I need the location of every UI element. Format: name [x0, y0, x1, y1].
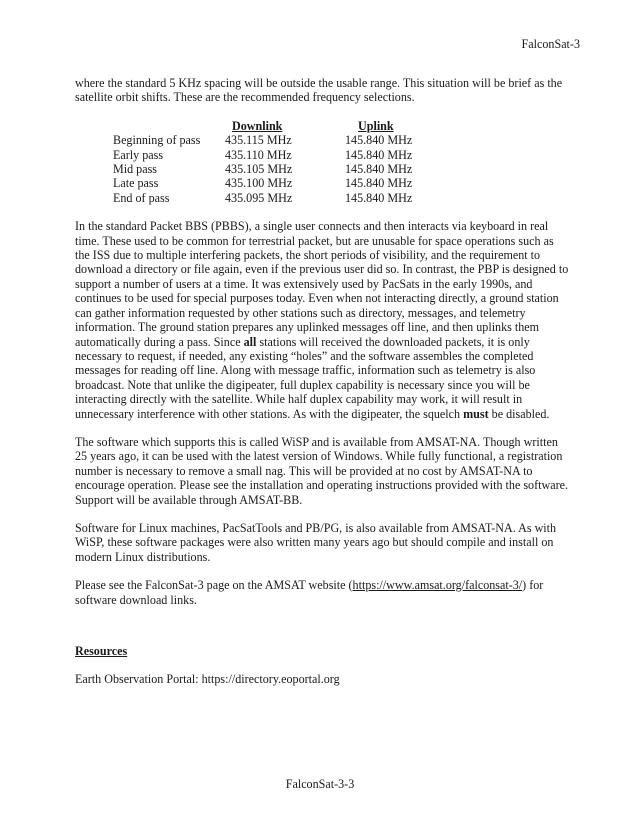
pass-label: Mid pass: [113, 162, 158, 177]
downlink-value: 435.110 MHz: [225, 147, 292, 162]
page-footer: FalconSat-3-3: [285, 777, 355, 791]
pbbs-bold-must: must: [463, 406, 489, 421]
document-body: [75, 76, 570, 701]
table-row: [113, 162, 458, 176]
website-text-before: Please see the FalconSat-3 page on the AMSAT website (: [75, 578, 353, 593]
frequency-table: [113, 119, 458, 205]
uplink-value: 145.840 MHz: [345, 133, 413, 148]
downlink-header: Downlink: [232, 118, 283, 133]
downlink-value: 435.100 MHz: [225, 176, 293, 191]
downlink-value: 435.095 MHz: [225, 190, 293, 205]
resources-heading: Resources: [75, 644, 128, 658]
pbbs-text-part-2: stations will received the downloaded packets, it is only necessary to request, if needed, any existing “holes” and the software assembles the completed messages for reading off line. Along with message traffic, information such as telemetry is also broadcast. Note that unlike the digipeater, full duplex capability is necessary since you will be interacting directly with the satellite. While half duplex capability may work, it will result in unnecessary interference with other stations. As with the digipeater, the squelch: [75, 334, 536, 421]
uplink-value: 145.840 MHz: [345, 176, 413, 191]
pbbs-text-part-1: In the standard Packet BBS (PBBS), a single user connects and then interacts via keyboard in real time. These used to be common for terrestrial packet, but are unusable for space operations such as the ISS due to multiple interfering packets, the short periods of visibility, and the requirement to download a directory or file again, even if the previous user did so. In contrast, the PBP is designed to support a number of users at a time. It was extensively used by PacSats in the early 1990s, and continues to be used for special purposes today. Even when not interacting directly, a ground station can gather information requested by other stations such as directory, messages, and telemetry information. The ground station prepares any uplinked messages off line, and then uplinks them automatically during a pass. Since: [75, 219, 569, 349]
uplink-value: 145.840 MHz: [345, 190, 413, 205]
frequency-table-header-row: [113, 119, 458, 133]
wisp-paragraph: The software which supports this is called WiSP and is available from AMSAT-NA. Though written 25 years ago, it can be used with the latest version of Windows. While fully functional, a registration number is necessary to remove a small nag. This will be provided at no cost by AMSAT-NA to encourage operation. Please see the installation and operating instructions provided with the software. Support will be available through AMSAT-BB.: [75, 434, 569, 507]
pass-label: Early pass: [113, 147, 164, 162]
pass-label: End of pass: [113, 190, 170, 205]
uplink-value: 145.840 MHz: [345, 147, 413, 162]
table-row: [113, 191, 458, 205]
table-row: [113, 176, 458, 190]
downlink-value: 435.115 MHz: [225, 133, 292, 148]
pass-label: Late pass: [113, 176, 159, 191]
pbbs-bold-all: all: [243, 334, 257, 349]
linux-paragraph: Software for Linux machines, PacSatTools and PB/PG, is also available from AMSAT-NA. As with WiSP, these software packages were also written many years ago but should compile and install on modern Linux distributions.: [75, 520, 557, 564]
running-header: FalconSat-3: [521, 37, 580, 51]
website-paragraph: [75, 578, 570, 607]
resources-line: Earth Observation Portal: https://directory.eoportal.org: [75, 672, 340, 687]
intro-paragraph: where the standard 5 KHz spacing will be outside the usable range. This situation will be brief as the satellite orbit shifts. These are the recommended frequency selections.: [75, 76, 563, 105]
frequency-table-header-blank: [113, 119, 225, 133]
uplink-header: Uplink: [358, 118, 394, 133]
downlink-value: 435.105 MHz: [225, 162, 293, 177]
website-text-after: ) for software download links.: [75, 578, 544, 607]
uplink-value: 145.840 MHz: [345, 162, 413, 177]
table-row: [113, 148, 458, 162]
amsat-falconsat-link[interactable]: https://www.amsat.org/falconsat-3/: [352, 578, 523, 593]
table-row: [113, 133, 458, 147]
pbbs-paragraph: [75, 219, 570, 421]
pass-label: Beginning of pass: [113, 133, 201, 148]
pbbs-text-part-3: be disabled.: [488, 406, 550, 421]
